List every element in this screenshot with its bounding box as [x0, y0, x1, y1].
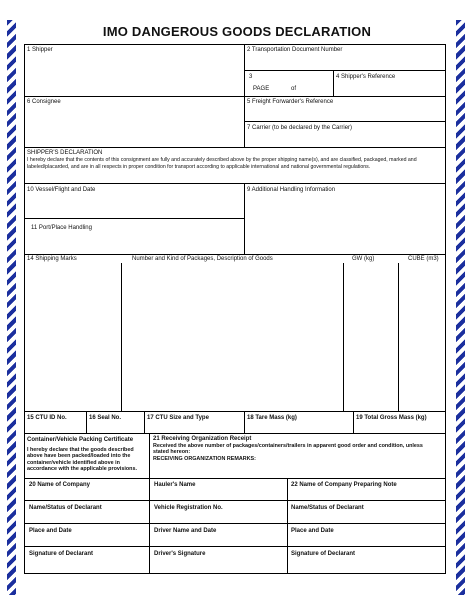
declarant-signature-label: Signature of Declarant — [29, 551, 94, 557]
place-date-label-right: Place and Date — [291, 528, 334, 534]
page-label: PAGE — [253, 86, 270, 92]
packages-description-label: Number and Kind of Packages, Description of Goods — [132, 256, 273, 262]
driver-signature-label: Driver's Signature — [154, 551, 206, 557]
vessel-label: 10 Vessel/Flight and Date — [27, 187, 96, 193]
seal-number-label: 16 Seal No. — [89, 415, 122, 421]
total-gross-mass-label: 19 Total Gross Mass (kg) — [356, 415, 427, 421]
freight-forwarder-reference-label: 5 Freight Forwarder's Reference — [247, 99, 334, 105]
gross-weight-label: GW (kg) — [352, 256, 375, 262]
packing-certificate-heading: Container/Vehicle Packing Certificate — [27, 437, 134, 443]
receiving-remarks-label: RECEIVING ORGANIZATION REMARKS: — [153, 456, 256, 462]
shipper-label: 1 Shipper — [27, 47, 53, 53]
company-name-label: 20 Name of Company — [29, 482, 91, 488]
form-title: IMO DANGEROUS GOODS DECLARATION — [102, 24, 372, 39]
vehicle-registration-label: Vehicle Registration No. — [154, 505, 223, 511]
additional-handling-label: 9 Additional Handling Information — [247, 187, 336, 193]
page-number-label: 3 — [249, 74, 253, 80]
consignee-label: 6 Consignee — [27, 99, 61, 105]
carrier-label: 7 Carrier (to be declared by the Carrier) — [247, 125, 353, 131]
hauler-name-label: Hauler's Name — [154, 482, 196, 488]
place-date-label: Place and Date — [29, 528, 72, 534]
shipper-reference-label: 4 Shipper's Reference — [336, 74, 396, 80]
ctu-id-label: 15 CTU ID No. — [27, 415, 67, 421]
transport-doc-label: 2 Transportation Document Number — [247, 47, 343, 53]
declarant-signature-label-right: Signature of Declarant — [291, 551, 356, 557]
port-label: 11 Port/Place Handling — [31, 225, 92, 231]
tare-mass-label: 18 Tare Mass (kg) — [247, 415, 297, 421]
declarant-status-label-right: Name/Status of Declarant — [291, 505, 364, 511]
shippers-declaration-text: I hereby declare that the contents of this consignment are fully and accurately described above by the proper shipping name(s), and are classified, packaged, marked and labeled/placarded, and are in all respects in proper condition for transport according to applicable international and national governmental regulations. — [27, 157, 417, 170]
right-border-stripe — [456, 20, 465, 595]
left-border-stripe — [7, 20, 16, 595]
company-preparing-note-label: 22 Name of Company Preparing Note — [291, 482, 397, 488]
receipt-text: Received the above number of packages/containers/trailers in apparent good order and condition, unless stated hereon: — [153, 443, 423, 456]
receipt-heading: 21 Receiving Organization Receipt — [153, 436, 252, 442]
shipping-marks-label: 14 Shipping Marks — [27, 256, 77, 262]
declarant-status-label: Name/Status of Declarant — [29, 505, 102, 511]
page-of-label: of — [291, 86, 297, 92]
shippers-declaration-heading: SHIPPER'S DECLARATION — [27, 150, 103, 156]
driver-name-date-label: Driver Name and Date — [154, 528, 217, 534]
packing-certificate-text: I hereby declare that the goods described above have been packed/loaded into the container/vehicle identified above in accordance with the applicable provisions. — [27, 447, 137, 472]
ctu-size-type-label: 17 CTU Size and Type — [147, 415, 209, 421]
cube-label: CUBE (m3) — [408, 256, 439, 262]
